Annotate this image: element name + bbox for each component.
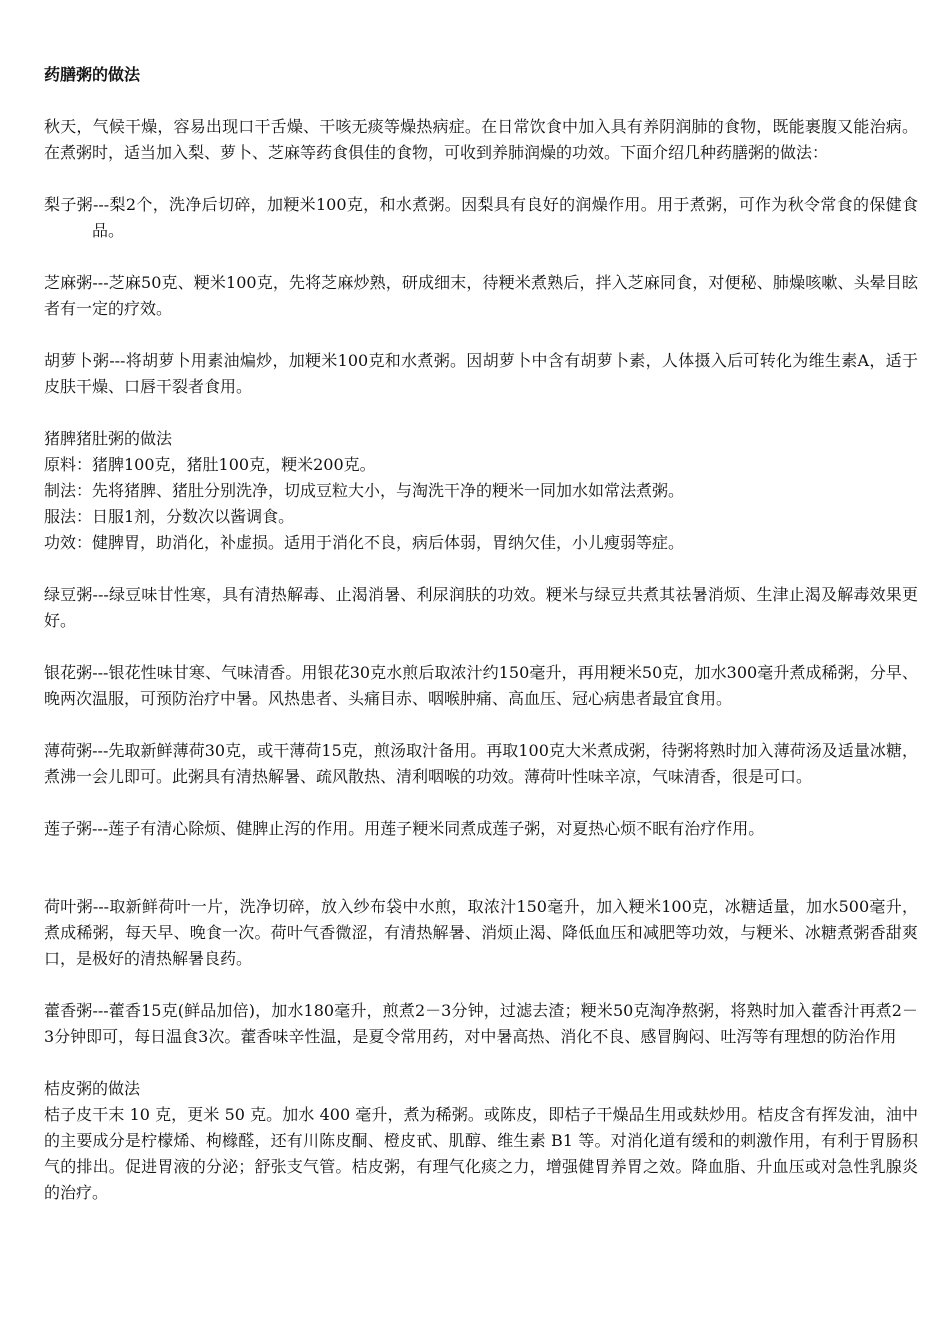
carrot-porridge-paragraph: 胡萝卜粥---将胡萝卜用素油煸炒，加粳米100克和水煮粥。因胡萝卜中含有胡萝卜素，人体摄入后可转化为维生素A，适于皮肤干燥、口唇干裂者食用。 — [44, 351, 918, 396]
honeysuckle-porridge-paragraph: 银花粥---银花性味甘寒、气味清香。用银花30克水煎后取浓汁约150毫升，再用粳米50克，加水300毫升煮成稀粥，分早、晚两次温服，可预防治疗中暑。风热患者、头痛目赤、咽喉肿痛、高血压、冠心病患者最宜食用。 — [44, 663, 918, 708]
document-page — [44, 62, 918, 1232]
mint-porridge-paragraph: 薄荷粥---先取新鲜薄荷30克，或干薄荷15克，煎汤取汁备用。再取100克大米煮成粥，待粥将熟时加入薄荷汤及适量冰糖，煮沸一会儿即可。此粥具有清热解暑、疏风散热、清利咽喉的功效。薄荷叶性味辛凉，气味清香，很是可口。 — [44, 741, 918, 786]
pork-porridge-method: 制法：先将猪脾、猪肚分别洗净，切成豆粒大小，与淘洗干净的粳米一同加水如常法煮粥。 — [44, 481, 685, 500]
pear-porridge-paragraph: 梨子粥---梨2个，洗净后切碎，加粳米100克，和水煮粥。因梨具有良好的润燥作用。用于煮粥，可作为秋令常食的保健食品。 — [44, 195, 918, 240]
pork-porridge-effect: 功效：健脾胃，助消化，补虚损。适用于消化不良，病后体弱，胃纳欠佳，小儿瘦弱等症。 — [44, 533, 685, 552]
pork-porridge-heading: 猪脾猪肚粥的做法 — [44, 429, 173, 448]
sesame-porridge-paragraph: 芝麻粥---芝麻50克、粳米100克，先将芝麻炒熟，研成细末，待粳米煮熟后，拌入芝麻同食，对便秘、肺燥咳嗽、头晕目眩者有一定的疗效。 — [44, 273, 918, 318]
pork-porridge-ingredients: 原料：猪脾100克，猪肚100克，粳米200克。 — [44, 455, 376, 474]
orange-peel-porridge-heading: 桔皮粥的做法 — [44, 1079, 141, 1098]
agastache-porridge-paragraph: 藿香粥---藿香15克(鲜品加倍)，加水180毫升，煎煮2－3分钟，过滤去渣；粳米50克淘净熬粥，将熟时加入藿香汁再煮2－3分钟即可，每日温食3次。藿香味辛性温，是夏令常用药，对中暑高热、消化不良、感冒胸闷、吐泻等有理想的防治作用 — [44, 1001, 918, 1046]
orange-peel-porridge-section — [44, 1076, 918, 1206]
orange-peel-porridge-body: 桔子皮干末 10 克，更米 50 克。加水 400 毫升，煮为稀粥。或陈皮，即桔子干燥品生用或麸炒用。桔皮含有挥发油，油中的主要成分是柠檬烯、枸橼醛，还有川陈皮酮、橙皮甙、肌醇、维生素 B1 等。对消化道有缓和的刺激作用，有利于胃肠积气的排出。促进胃液的分泌；舒张支气管。桔皮粥，有理气化痰之力，增强健胃养胃之效。降血脂、升血压或对急性乳腺炎的治疗。 — [44, 1105, 918, 1202]
lotus-leaf-porridge-paragraph: 荷叶粥---取新鲜荷叶一片，洗净切碎，放入纱布袋中水煎，取浓汁150毫升，加入粳米100克，冰糖适量，加水500毫升，煮成稀粥，每天早、晚食一次。荷叶气香微涩，有清热解暑、消烦止渴、降低血压和减肥等功效，与粳米、冰糖煮粥香甜爽口，是极好的清热解暑良药。 — [44, 897, 918, 968]
document-title: 药膳粥的做法 — [44, 65, 141, 84]
pork-porridge-section — [44, 426, 918, 556]
lotus-seed-porridge-paragraph: 莲子粥---莲子有清心除烦、健脾止泻的作用。用莲子粳米同煮成莲子粥，对夏热心烦不眠有治疗作用。 — [44, 819, 765, 838]
mungbean-porridge-paragraph: 绿豆粥---绿豆味甘性寒，具有清热解毒、止渴消暑、利尿润肤的功效。粳米与绿豆共煮其祛暑消烦、生津止渴及解毒效果更好。 — [44, 585, 918, 630]
intro-paragraph: 秋天，气候干燥，容易出现口干舌燥、干咳无痰等燥热病症。在日常饮食中加入具有养阴润肺的食物，既能裹腹又能治病。在煮粥时，适当加入梨、萝卜、芝麻等药食俱佳的食物，可收到养肺润燥的功效。下面介绍几种药膳粥的做法： — [44, 117, 918, 162]
pork-porridge-usage: 服法：日服1剂，分数次以酱调食。 — [44, 507, 295, 526]
